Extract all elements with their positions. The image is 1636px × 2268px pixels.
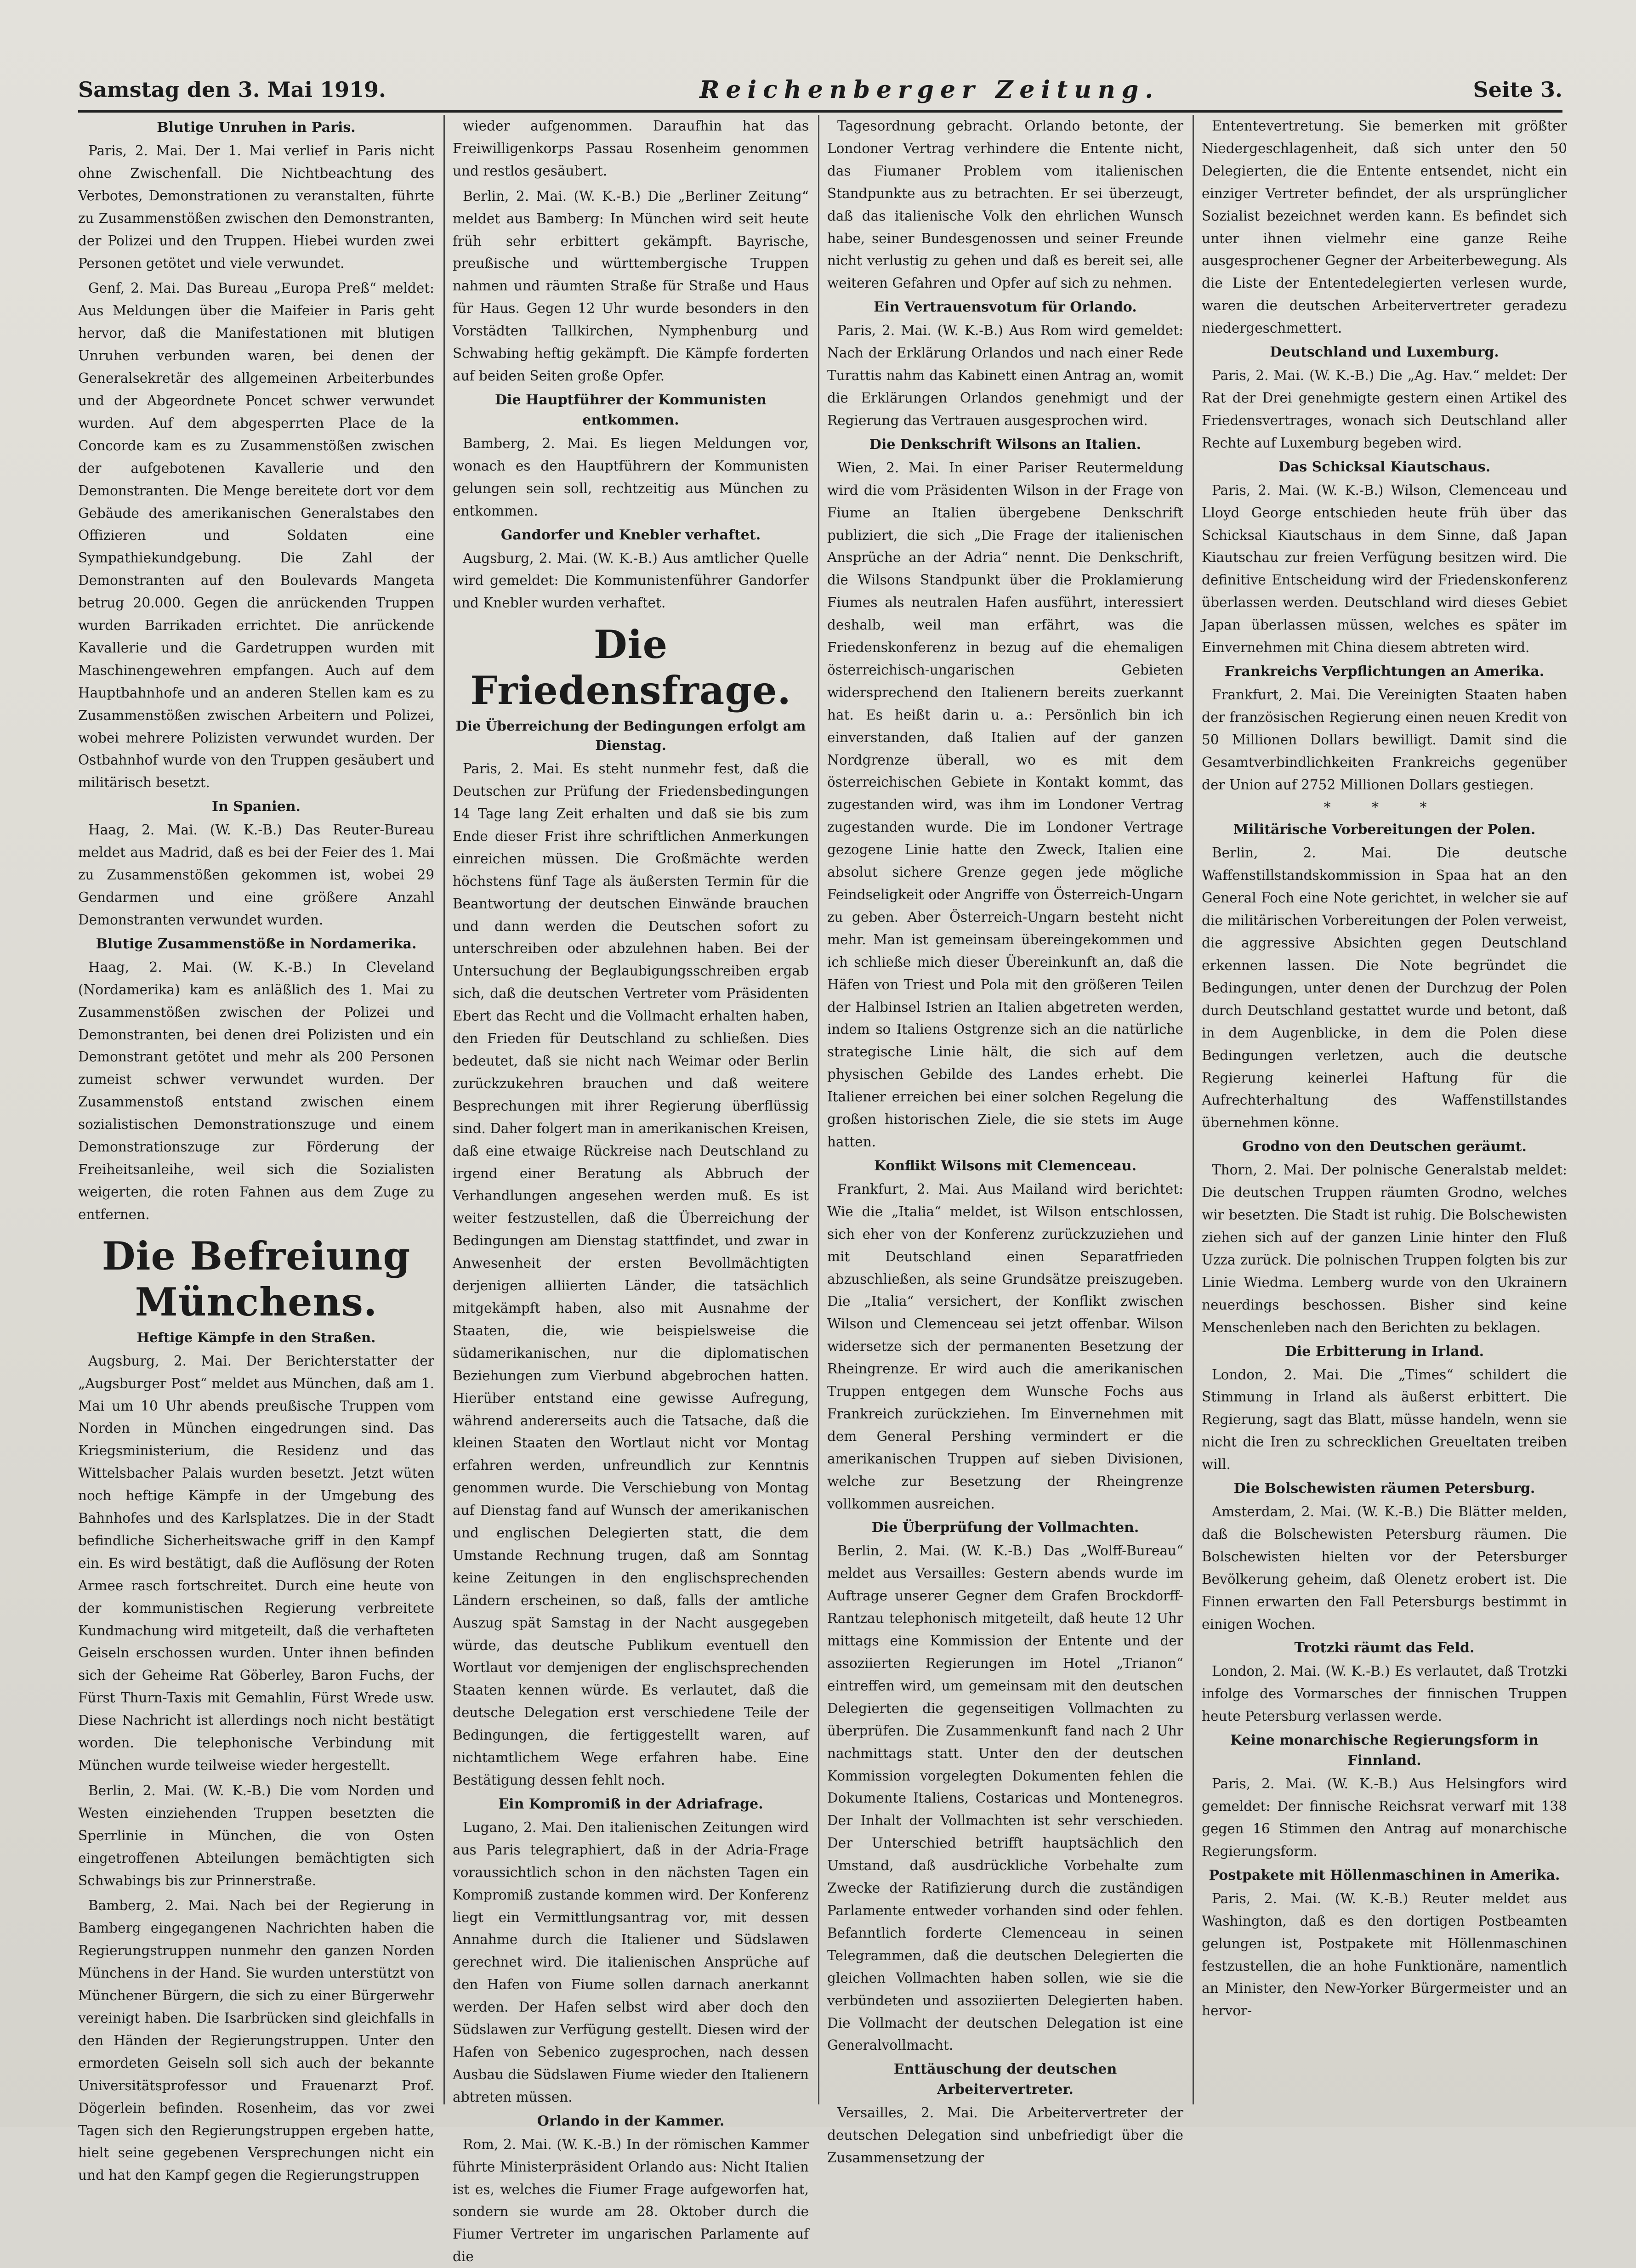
article-heading: Blutige Zusammenstöße in Nordamerika. — [96, 936, 417, 952]
article-paragraph: London, 2. Mai. (W. K.-B.) Es verlautet, daß Trotzki infolge des Vormarsches der finnischen Truppen heute Petersburg verlassen werde. — [1202, 1663, 1567, 1724]
article-paragraph: Paris, 2. Mai. Der 1. Mai verlief in Paris nicht ohne Zwischenfall. Die Nichtbeachtung des Verbotes, Demonstrationen zu veranstalten, führte zu Zusammenstößen zwischen den Demonstranten, der Polizei und den Truppen. Hiebei wurden zwei Personen getötet und viele verwundet. — [78, 143, 434, 271]
article-paragraph: Thorn, 2. Mai. Der polnische Generalstab meldet: Die deutschen Truppen räumten Grodno, welches wir besetzten. Die Stadt ist ruhig. Die Bolschewisten ziehen sich auf der ganzen Linie hinter den Fluß Uzza zurück. Die polnischen Truppen folgten bis zur Linie Wiedma. Lemberg wurde von den Ukrainern neuerdings beschossen. Bisher sind keine Menschenleben nach den Berichten zu beklagen. — [1202, 1162, 1567, 1335]
page-number: Seite 3. — [1473, 77, 1562, 102]
issue-date: Samstag den 3. Mai 1919. — [78, 77, 386, 102]
column-rule — [443, 115, 445, 2104]
article-paragraph: Amsterdam, 2. Mai. (W. K.-B.) Die Blätter melden, daß die Bolschewisten Petersburg räumen. Die Bolschewisten hielten vor der Petersburger Bevölkerung geheim, daß Olenetz erobert ist. Die Finnen erwarten den Fall Petersburgs bestimmt in einigen Wochen. — [1202, 1504, 1567, 1632]
article-heading: Deutschland und Luxemburg. — [1270, 344, 1499, 361]
article-paragraph: Berlin, 2. Mai. (W. K.-B.) Die vom Norden und Westen einziehenden Truppen besetzten die Sperrlinie in München, die von Osten eingetroffenen Abteilungen bemächtigten sich Schwabings bis zur Prinnerstraße. — [78, 1782, 434, 1888]
section-subheading: Die Überreichung der Bedingungen erfolgt am Dienstag. — [455, 718, 806, 754]
article-heading: Die Bolschewisten räumen Petersburg. — [1233, 1480, 1535, 1497]
article-paragraph: Frankfurt, 2. Mai. Die Vereinigten Staaten haben der französischen Regierung einen neuen Kredit von 50 Millionen Dollars bewilligt. Damit sind die Gesamtverbindlichkeiten Frankreichs gegenüber der Union auf 2752 Millionen Dollars gestiegen. — [1202, 686, 1567, 793]
article-paragraph: Wien, 2. Mai. In einer Pariser Reutermeldung wird die vom Präsidenten Wilson in der Frage von Fiume an Italien übergebene Denkschrift publiziert, die sich „Die Frage der italienischen Ansprüche an der Adria“ nennt. Die Denkschrift, die Wilsons Standpunkt über die Proklamierung Fiumes als neutralen Hafen ausführt, interessiert deshalb, weil man erfährt, was die Friedenskonferenz in bezug auf die ehemaligen österreichisch-ungarischen Gebieten widersprechend den Italienern bereits zuerkannt hat. Es heißt darin u. a.: Persönlich bin ich einverstanden, daß Italien auf der ganzen Nordgrenze überall, wo es mit dem österreichischen Gebiete in Kontakt kommt, das zugestanden wird, was ihm im Londoner Vertrag zugestanden wurde. Die im Londoner Vertrage gezogene Linie hatte den Zweck, Italien eine absolut sichere Grenze gegen jede mögliche Feindseligkeit oder Angriffe von Österreich-Ungarn zu geben. Aber Österreich-Ungarn besteht nicht mehr. Man ist gemeinsam übereingekommen und ich schließe mich dieser Übereinkunft an, daß die Häfen von Triest und Pola mit den größeren Teilen der Halbinsel Istrien an Italien abgetreten werden, indem so Italiens Ostgrenze sich an die natürliche strategische Linie hält, die sich auf dem physischen Gebilde des Landes erhebt. Die Italiener erreichen bei einer solchen Regelung die großen historischen Ziele, die sie stets im Auge hatten. — [827, 459, 1183, 1150]
article-heading: Frankreichs Verpflichtungen an Amerika. — [1224, 663, 1545, 680]
article-heading: Orlando in der Kammer. — [537, 2113, 725, 2129]
column-rule — [818, 115, 819, 2104]
article-paragraph: Bamberg, 2. Mai. Nach bei der Regierung in Bamberg eingegangenen Nachrichten haben die Regierungstruppen nunmehr den ganzen Norden Münchens in der Hand. Sie wurden unterstützt von Münchener Bürgern, die sich zu einer Bürgerwehr vereinigt haben. Die Isarbrücken sind gleichfalls in den Händen der Regierungstruppen. Unter den ermordeten Geiseln soll sich auch der bekannte Universitätsprofessor und Frauenarzt Prof. Dögerlein befinden. Rosenheim, das vor zwei Tagen sich den Regierungstruppen ergeben hatte, hielt seine gegebenen Versprechungen nicht ein und hat den Kampf gegen die Regierungstruppen — [78, 1898, 434, 2183]
column-3 — [827, 115, 1183, 2166]
article-paragraph: Lugano, 2. Mai. Den italienischen Zeitungen wird aus Paris telegraphiert, daß in der Adria-Frage voraussichtlich schon in den nächsten Tagen ein Kompromiß zustande kommen wird. Der Konferenz liegt ein Vermittlungsantrag vor, mit dessen Annahme durch die Italiener und Südslawen gerechnet wird. Die italienischen Ansprüche auf den Hafen von Fiume sollen darnach anerkannt werden. Der Hafen selbst wird aber doch den Südslawen zur Verfügung gestellt. Diesen wird der Hafen von Sebenico zugesprochen, nach dessen Ausbau die Südslawen Fiume wieder den Italienern abtreten müssen. — [453, 1819, 809, 2105]
article-heading: Das Schicksal Kiautschaus. — [1278, 459, 1491, 475]
article-heading: Militärische Vorbereitungen der Polen. — [1233, 822, 1536, 838]
article-heading: Die Denkschrift Wilsons an Italien. — [869, 436, 1142, 453]
column-4 — [1202, 115, 1567, 2104]
article-paragraph: Ententevertretung. Sie bemerken mit größter Niedergeschlagenheit, daß sich unter den 50 Delegierten, die die Entente entsendet, nicht ein einziger Vertreter befindet, der als ursprünglicher Sozialist bezeichnet werden kann. Es befindet sich unter ihnen vielmehr eine ganze Reihe ausgesprochener Gegner der Arbeiterbewegung. Als die Liste der Ententedelegierten verlesen wurde, waren die deutschen Arbeitervertreter geradezu niedergeschmettert. — [1202, 118, 1567, 336]
article-heading: In Spanien. — [212, 799, 301, 815]
separator-stars: * * * — [1324, 799, 1445, 816]
columns — [78, 115, 1576, 2265]
article-paragraph: Paris, 2. Mai. (W. K.-B.) Reuter meldet aus Washington, daß es den dortigen Postbeamten gelungen ist, Postpakete mit Höllenmaschinen festzustellen, die an hohe Funktionäre, namentlich an Minister, den New-Yorker Bürgermeister und an hervor- — [1202, 1890, 1567, 2019]
article-paragraph: Genf, 2. Mai. Das Bureau „Europa Preß“ meldet: Aus Meldungen über die Maifeier in Paris geht hervor, daß die Manifestationen mit blutigen Unruhen verbunden waren, bei denen der Generalsekretär des allgemeinen Arbeiterbundes und der Abgeordnete Poncet schwer verwundet wurden. Auf dem abgesperrten Place de la Concorde kam es zu Zusammenstößen zwischen der aufgebotenen Kavallerie und den Demonstranten. Die Menge bereitete dort vor dem Gebäude des amerikanischen Generalstabes den Offizieren und Soldaten eine Sympathiekundgebung. Die Zahl der Demonstranten auf den Boulevards Mangeta betrug 20.000. Gegen die anrückenden Truppen wurden Barrikaden errichtet. Die anrückende Kavallerie und die Gardetruppen wurden mit Maschinengewehren empfangen. Auch auf dem Hauptbahnhofe und an anderen Stellen kam es zu Zusammenstößen zwischen Arbeitern und Polizei, wobei mehrere Polizisten verwundet wurden. Der Ostbahnhof wurde von den Truppen gesäubert und militärisch besetzt. — [78, 280, 434, 791]
article-heading: Enttäuschung der deutschen Arbeitervertreter. — [893, 2061, 1117, 2098]
article-paragraph: Paris, 2. Mai. (W. K.-B.) Die „Ag. Hav.“ meldet: Der Rat der Drei genehmigte gestern einen Artikel des Friedensvertrages, wonach sich Deutschland aller Rechte auf Luxemburg begeben wird. — [1202, 368, 1567, 451]
article-paragraph: Haag, 2. Mai. (W. K.-B.) In Cleveland (Nordamerika) kam es anläßlich des 1. Mai zu Zusammenstößen zwischen der Polizei und Demonstranten, bei denen drei Polizisten und ein Demonstrant getötet und mehr als 200 Personen zumeist schwer verwundet wurden. Der Zusammenstoß entstand zwischen einem sozialistischen Demonstrationszuge und einem Demonstrationszuge zur Förderung der Freiheitsanleihe, weil sich die Sozialisten weigerten, die roten Fahnen aus dem Zuge zu entfernen. — [78, 959, 434, 1222]
article-paragraph: Haag, 2. Mai. (W. K.-B.) Das Reuter-Bureau meldet aus Madrid, daß es bei der Feier des 1. Mai zu Zusammenstößen gekommen ist, wobei 29 Gendarmen und eine größere Anzahl Demonstranten verwundet wurden. — [78, 822, 434, 928]
article-heading: Grodno von den Deutschen geräumt. — [1242, 1139, 1527, 1155]
article-heading: Postpakete mit Höllenmaschinen in Amerika. — [1209, 1867, 1560, 1883]
article-paragraph: Paris, 2. Mai. (W. K.-B.) Wilson, Clemenceau und Lloyd George entschieden heute früh über das Schicksal Kiautschaus in dem Sinne, daß Japan Kiautschau zur freien Verfügung besitzen wird. Die definitive Entscheidung wird der Friedenskonferenz überlassen werden. Deutschland wird dieses Gebiet Japan überlassen müssen, welches es später im Einvernehmen mit China diesem abtreten wird. — [1202, 482, 1567, 656]
column-2 — [453, 115, 809, 2265]
article-heading: Die Hauptführer der Kommunisten entkommen. — [495, 391, 767, 428]
masthead — [78, 69, 1562, 113]
column-1 — [78, 115, 434, 2183]
article-heading: Gandorfer und Knebler verhaftet. — [500, 527, 761, 543]
column-rule — [1193, 115, 1194, 2104]
article-paragraph: Paris, 2. Mai. Es steht nunmehr fest, daß die Deutschen zur Prüfung der Friedensbedingungen 14 Tage lang Zeit erhalten und daß sie bis zum Ende dieser Frist ihre schriftlichen Anmerkungen einreichen müssen. Die Großmächte werden höchstens fünf Tage als äußersten Termin für die Beantwortung der deutschen Einwände brauchen und dann werden die Deutschen sofort zu unterschreiben oder abzulehnen haben. Bei der Untersuchung der Beglaubigungsschreiben ergab sich, daß die deutschen Vertreter vom Präsidenten Ebert das Recht und die Vollmacht erhalten haben, den Frieden für Deutschland zu schließen. Dies bedeutet, daß sie nicht nach Weimar oder Berlin zurückzukehren brauchen und daß weitere Besprechungen mit ihrer Regierung überflüssig sind. Daher folgert man in amerikanischen Kreisen, daß eine etwaige Rückreise nach Deutschland zu irgend einer Beratung als Abbruch der Verhandlungen angesehen werden muß. Es ist weiter festzustellen, daß die Überreichung der Bedingungen am Dienstag stattfindet, und zwar in Anwesenheit der ersten Bevollmächtigten derjenigen alliierten Länder, die tatsächlich mitgekämpft haben, also mit Ausnahme der Staaten, die, wie beispielsweise die südamerikanischen, nur die diplomatischen Beziehungen zum Vierbund abgebrochen hatten. Hierüber entstand eine gewisse Aufregung, während andererseits auch die Tatsache, daß die kleinen Staaten den Wortlaut nicht vor Montag erfahren werden, unfreundlich zur Kenntnis genommen wurde. Die Verschiebung von Montag auf Dienstag fand auf Wunsch der amerikanischen und englischen Delegierten statt, die dem Umstande Rechnung trugen, daß am Sonntag keine Zeitungen in den englischsprechenden Ländern erscheinen, so daß, falls der amtliche Auszug spät Samstag in der Nacht ausgegeben würde, das deutsche Publikum eventuell den Wortlaut vor demjenigen der englischsprechenden Staaten kennen würde. Es verlautet, daß die deutsche Delegation erst verschiedene Teile der Bedingungen, die fertiggestellt waren, auf nichtamtlichem Wege erfahren habe. Eine Bestätigung dessen fehlt noch. — [453, 761, 809, 1788]
section-headline: Die Befreiung Münchens. — [102, 1233, 411, 1325]
article-paragraph: Tagesordnung gebracht. Orlando betonte, der Londoner Vertrag verhindere die Entente nicht, das Fiumaner Problem vom italienischen Standpunkte aus zu betrachten. Er sei überzeugt, daß das italienische Volk den ehrlichen Wunsch habe, seiner Bundesgenossen und seiner Freunde nicht verlustig zu gehen und daß es bereit sei, alle weiteren Gefahren und Opfer auf sich zu nehmen. — [827, 118, 1183, 291]
article-paragraph: Augsburg, 2. Mai. Der Berichterstatter der „Augsburger Post“ meldet aus München, daß am 1. Mai um 10 Uhr abends preußische Truppen vom Norden in München eingedrungen sind. Das Kriegsministerium, die Residenz und das Wittelsbacher Palais wurden besetzt. Jetzt wüten noch heftige Kämpfe in der Umgebung des Bahnhofes und des Karlsplatzes. Die in der Stadt befindliche Sicherheitswache griff in den Kampf ein. Es wird bestätigt, daß die Auflösung der Roten Armee rasch fortschreitet. Durch eine heute von der kommunistischen Regierung verbreitete Kundmachung wird mitgeteilt, daß die verhafteten Geiseln erschossen wurden. Unter ihnen befinden sich der Geheime Rat Göberley, Baron Fuchs, der Fürst Thurn-Taxis mit Gemahlin, Fürst Wrede usw. Diese Nachricht ist allerdings noch nicht bestätigt worden. Die telephonische Verbindung mit München wurde teilweise wieder hergestellt. — [78, 1353, 434, 1773]
article-heading: Keine monarchische Regierungsform in Finnland. — [1230, 1732, 1539, 1769]
article-paragraph: Berlin, 2. Mai. (W. K.-B.) Die „Berliner Zeitung“ meldet aus Bamberg: In München wird seit heute früh sehr erbittert gekämpft. Bayrische, preußische und württembergische Truppen nahmen und räumten Straße für Straße und Haus für Haus. Gegen 12 Uhr wurde besonders in den Vorstädten Tallkirchen, Nymphenburg und Schwabing heftig gekämpft. Die Kämpfe forderten auf beiden Seiten große Opfer. — [453, 188, 809, 384]
article-paragraph: Paris, 2. Mai. (W. K.-B.) Aus Helsingfors wird gemeldet: Der finnische Reichsrat verwarf mit 138 gegen 16 Stimmen den Antrag auf monarchische Regierungsform. — [1202, 1776, 1567, 1859]
newspaper-title: Reichenberger Zeitung. — [699, 75, 1160, 104]
article-paragraph: wieder aufgenommen. Daraufhin hat das Freiwilligenkorps Passau Rosenheim genommen und restlos gesäubert. — [453, 118, 809, 179]
article-paragraph: Paris, 2. Mai. (W. K.-B.) Aus Rom wird gemeldet: Nach der Erklärung Orlandos und nach einer Rede Turattis nahm das Kabinett einen Antrag an, womit die Erklärungen Orlandos genehmigt und der Regierung das Vertrauen ausgesprochen wird. — [827, 323, 1183, 428]
article-heading: Blutige Unruhen in Paris. — [157, 119, 356, 136]
article-paragraph: Rom, 2. Mai. (W. K.-B.) In der römischen Kammer führte Ministerpräsident Orlando aus: Nicht Italien ist es, welches die Fiumer Frage aufgeworfen hat, sondern sie wurde am 28. Oktober durch die Fiumer Vertreter im ungarischen Parlamente auf die — [453, 2136, 809, 2265]
article-paragraph: Versailles, 2. Mai. Die Arbeitervertreter der deutschen Delegation sind unbefriedigt über die Zusammensetzung der — [827, 2105, 1183, 2166]
article-heading: Ein Vertrauensvotum für Orlando. — [874, 299, 1137, 316]
article-paragraph: Bamberg, 2. Mai. Es liegen Meldungen vor, wonach es den Hauptführern der Kommunisten gelungen sein soll, rechtzeitig aus München zu entkommen. — [453, 435, 809, 519]
article-paragraph: Berlin, 2. Mai. Die deutsche Waffenstillstandskommission in Spaa hat an den General Foch eine Note gerichtet, in welcher sie auf die militärischen Vorbereitungen der Polen verweist, die aggressive Absichten gegen Deutschland erkennen lassen. Die Note begründet die Bedingungen, unter denen der Durchzug der Polen durch Deutschland gestattet wurde und betont, daß in dem Augenblicke, in dem die Polen diese Bedingungen verletzen, auch die deutsche Regierung keinerlei Haftung für die Aufrechterhaltung des Waffenstillstandes übernehmen könne. — [1202, 845, 1567, 1131]
article-heading: Die Überprüfung der Vollmachten. — [871, 1520, 1139, 1536]
article-paragraph: Augsburg, 2. Mai. (W. K.-B.) Aus amtlicher Quelle wird gemeldet: Die Kommunistenführer Gandorfer und Knebler wurden verhaftet. — [453, 550, 809, 611]
section-headline: Die Friedensfrage. — [470, 622, 791, 714]
article-heading: Konflikt Wilsons mit Clemenceau. — [874, 1157, 1137, 1174]
article-paragraph: Berlin, 2. Mai. (W. K.-B.) Das „Wolff-Bureau“ meldet aus Versailles: Gestern abends wurde im Auftrage unserer Gegner dem Grafen Brockdorff-Rantzau telephonisch mitgeteilt, daß heute 12 Uhr mittags eine Kommission der Entente und der assoziierten Regierungen im Hotel „Trianon“ eintreffen wird, um gemeinsam mit den deutschen Delegierten die gegenseitigen Vollmachten zu überprüfen. Die Zusammenkunft fand nach 2 Uhr nachmittags statt. Unter den der deutschen Kommission vorgelegten Dokumenten fehlen die Dokumente Italiens, Costaricas und Montenegros. Der Inhalt der Vollmachten ist sehr verschieden. Der Unterschied betrifft hauptsächlich den Umstand, daß ausdrückliche Vorbehalte zum Zwecke der Ratifizierung durch die zuständigen Parlamente entweder vorhanden sind oder fehlen. Befanntlich forderte Clemenceau in seinen Telegrammen, daß die deutschen Delegierten die gleichen Vollmachten haben sollen, wie sie die verbündeten und assoziierten Delegierten haben. Die Vollmacht der deutschen Delegation ist eine Generalvollmacht. — [827, 1543, 1183, 2053]
article-heading: Ein Kompromiß in der Adriafrage. — [498, 1796, 763, 1812]
article-heading: Trotzki räumt das Feld. — [1294, 1640, 1475, 1656]
article-paragraph: London, 2. Mai. Die „Times“ schildert die Stimmung in Irland als äußerst erbittert. Die Regierung, sagt das Blatt, müsse handeln, wenn sie nicht die Iren zu schrecklichen Greueltaten treiben will. — [1202, 1366, 1567, 1473]
article-paragraph: Frankfurt, 2. Mai. Aus Mailand wird berichtet: Wie die „Italia“ meldet, ist Wilson entschlossen, sich eher von der Konferenz zurückzuziehen und mit Deutschland einen Separatfrieden abzuschließen, als seine Grundsätze preiszugeben. Die „Italia“ versichert, der Konflikt zwischen Wilson und Clemenceau sei jetzt offenbar. Wilson widersetze sich der permanenten Besetzung der Rheingrenze. Er wird auch die amerikanischen Truppen entgegen dem Wunsche Fochs aus Frankreich zurückziehen. Im Einvernehmen mit dem General Pershing vermindert er die amerikanischen Truppen auf sieben Divisionen, welche zur Besetzung der Rheingrenze vollkommen ausreichen. — [827, 1181, 1183, 1512]
section-subheading: Heftige Kämpfe in den Straßen. — [136, 1329, 376, 1345]
article-heading: Die Erbitterung in Irland. — [1284, 1343, 1484, 1360]
